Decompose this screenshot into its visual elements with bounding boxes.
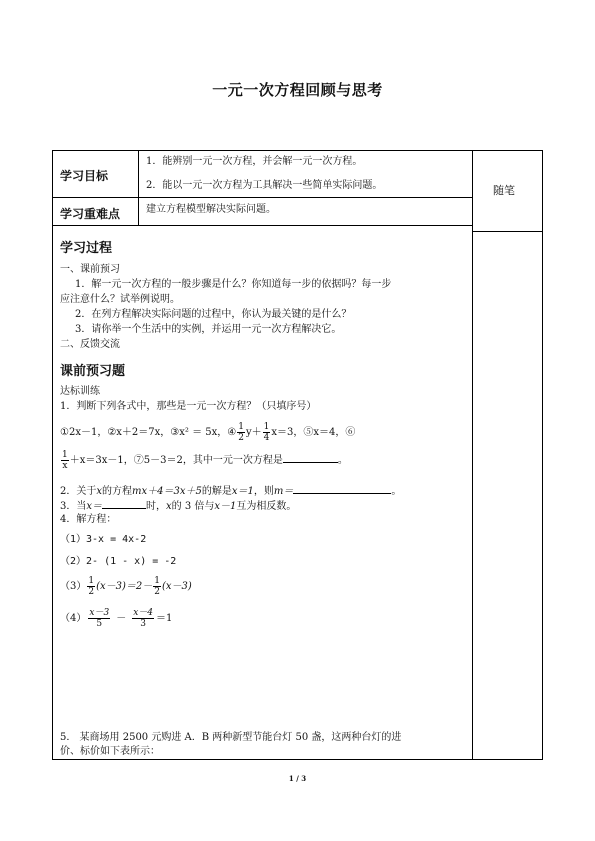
goal-item: 1．能辨别一元一次方程，并会解一元一次方程。	[146, 156, 363, 167]
key-text: 建立方程模型解决实际问题。	[146, 204, 276, 215]
answer-blank[interactable]	[102, 498, 146, 509]
question-text: 应注意什么？试举例说明。	[60, 294, 180, 305]
math: x＝1	[231, 486, 254, 497]
page-number: 1 / 3	[288, 774, 307, 783]
math: x	[96, 486, 103, 497]
answer-blank[interactable]	[283, 452, 338, 463]
numerator: x－4	[133, 608, 153, 618]
text: 3．当	[60, 501, 87, 512]
fraction	[132, 608, 154, 629]
label: （4）	[60, 613, 87, 624]
label: （3）	[60, 581, 87, 592]
fraction	[237, 422, 245, 443]
equation-4: （4） $\frac{x-3}{5}$ － $\frac{x-4}{3}$ ＝1	[60, 608, 173, 629]
row-divider	[53, 197, 472, 198]
denominator: 3	[140, 619, 146, 629]
row-divider	[472, 231, 543, 232]
worksheet-table	[52, 150, 543, 760]
row-divider	[53, 225, 472, 226]
denominator: 2	[238, 433, 244, 443]
text: 的 3 倍与	[171, 501, 215, 512]
expr-text: x＝3，⑤x＝4，⑥	[271, 427, 356, 438]
numerator: 1	[88, 576, 95, 586]
notes-label: 随笔	[493, 184, 515, 197]
problem-3	[60, 498, 296, 514]
preview-heading: 课前预习题	[60, 364, 126, 379]
fraction	[263, 422, 271, 443]
col-divider	[138, 151, 139, 225]
numerator: 1	[62, 450, 68, 460]
question-text: 1．解一元一次方程的一般步骤是什么？你知道每一步的依据吗？每一步	[75, 279, 392, 290]
math: mx＋4＝3x＋5	[132, 486, 202, 497]
expr-text: ＋x＝3x－1，⑦5－3＝2，其中一元一次方程是	[69, 455, 283, 466]
math: x	[166, 501, 172, 512]
denominator: x	[62, 461, 68, 471]
goal-label: 学习目标	[60, 169, 109, 183]
subheading: 达标训练	[60, 386, 100, 397]
text: 的方程	[102, 486, 133, 497]
fraction	[88, 608, 110, 629]
problem-4: 4．解方程：	[60, 514, 117, 525]
problem-5: 5． 某商场用 2500 元购进 A．B 两种新型节能台灯 50 盏，这两种台灯的进	[60, 732, 402, 743]
math: ＝1	[156, 613, 173, 624]
denominator: 2	[154, 587, 161, 597]
math: (x－3)	[162, 581, 192, 592]
problem-1: 1．判断下列各式中，那些是一元一次方程？（只填序号）	[60, 401, 317, 412]
question-text: 2．在列方程解决实际问题的过程中，你认为最关键的是什么？	[75, 309, 352, 320]
text: 的解是	[201, 486, 232, 497]
numerator: x－3	[89, 608, 110, 618]
equation-1: （1）3-x = 4x-2	[60, 534, 147, 545]
text: 互为相反数。	[236, 501, 297, 512]
denominator: 4	[263, 433, 270, 443]
problem-5: 价、标价如下表所示：	[60, 746, 160, 757]
document-title: 一元一次方程回顾与思考	[212, 81, 383, 99]
fraction	[153, 576, 161, 597]
numerator: 1	[263, 422, 270, 432]
process-heading: 学习过程	[60, 241, 113, 256]
section-heading: 一、课前预习	[60, 264, 120, 275]
numerator: 1	[238, 422, 244, 432]
key-label: 学习重难点	[60, 207, 121, 221]
text: ，则	[253, 486, 274, 497]
problem-2	[60, 483, 401, 499]
fraction	[87, 576, 95, 597]
equation-3	[60, 573, 192, 601]
numerator: 1	[154, 576, 161, 586]
problem-1-expressions	[60, 419, 355, 447]
expr-text: ①2x－1，②x＋2＝7x，③x² ＝ 5x，④	[60, 427, 237, 438]
goal-item: 2．能以一元一次方程为工具解决一些简单实际问题。	[146, 180, 383, 191]
denominator: 5	[96, 619, 103, 629]
text: 时，	[146, 501, 167, 512]
expr-text: y＋	[245, 427, 262, 438]
answer-blank[interactable]	[293, 483, 391, 494]
text: 。	[391, 486, 402, 497]
math: x－1	[214, 501, 237, 512]
math: x＝	[86, 501, 103, 512]
fraction	[61, 450, 69, 471]
equation-2: （2）2- (1 - x) = -2	[60, 556, 177, 567]
math: m＝	[273, 486, 294, 497]
text: 2．关于	[60, 486, 97, 497]
denominator: 2	[88, 587, 95, 597]
math: (x－3)＝2－	[96, 581, 153, 592]
question-text: 3．请你举一个生活中的实例，并运用一元一次方程解决它。	[75, 324, 342, 335]
problem-1-expressions	[60, 447, 348, 475]
expr-text: 。	[337, 455, 348, 466]
notes-divider	[472, 151, 473, 759]
section-heading: 二、反馈交流	[60, 339, 120, 350]
